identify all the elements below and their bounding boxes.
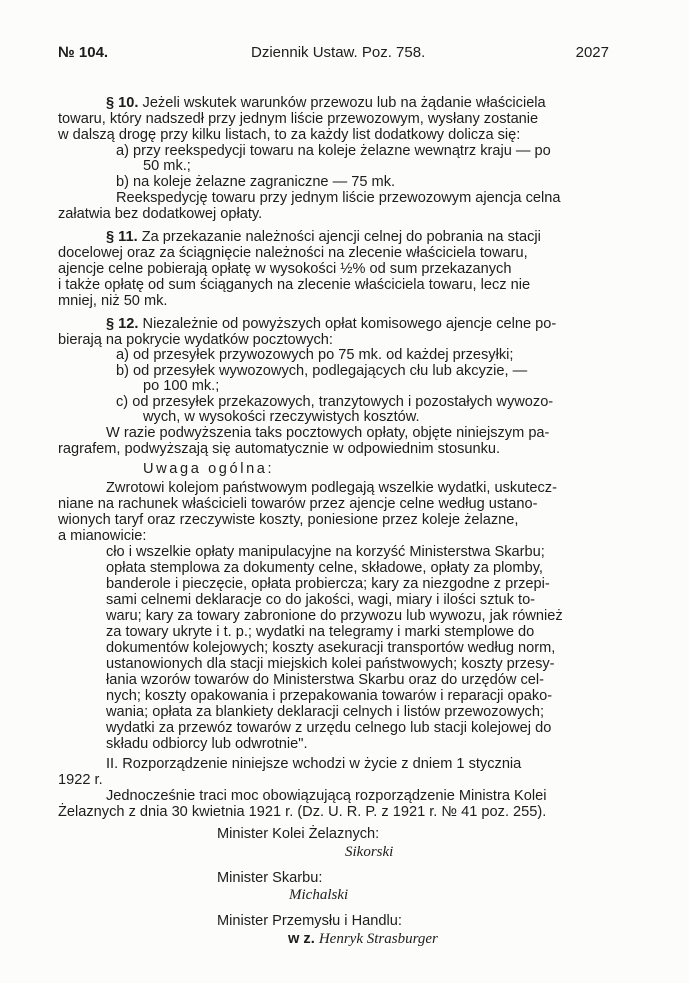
s12-line: ragrafem, podwyższają się automatycznie w odpowiednim stosunku. — [58, 441, 501, 457]
s10-line: Reekspedycję towaru przy jednym liście przewozowym ajencja celna — [116, 190, 561, 206]
s10-line — [106, 95, 546, 111]
s12-item-c: c) od przesyłek przekazowych, tranzytowych i pozostałych wywozo- — [116, 394, 554, 410]
note-line: opłata stemplowa za dokumenty celne, składowe, opłaty za plomby, — [106, 560, 543, 576]
part2-line: 1922 r. — [58, 772, 103, 788]
minister-treasury-title: Minister Skarbu: — [217, 870, 323, 886]
note-line: składu odbiorcy lub odwrotnie". — [106, 736, 308, 752]
part2-line: Jednocześnie traci moc obowiązującą rozporządzenie Ministra Kolei — [106, 788, 547, 804]
journal-title: Dziennik Ustaw. Poz. 758. — [251, 44, 426, 61]
minister-railways-name: Sikorski — [345, 844, 394, 860]
note-line: waru; kary za towary zabronione do przywozu lub wywozu, jak również — [106, 608, 563, 624]
s10-item-b: b) na koleje żelazne zagraniczne — 75 mk. — [116, 174, 396, 190]
s10-line: w dalszą drogę przy kilku listach, to za każdy list dodatkowy dolicza się: — [58, 127, 521, 143]
note-line: wania; opłata za blankiety deklaracji celnych i listów przewozowych; — [106, 704, 545, 720]
s12-line: bierają na pokrycie wydatków pocztowych: — [58, 332, 333, 348]
part2-line: II. Rozporządzenie niniejsze wchodzi w życie z dniem 1 stycznia — [106, 756, 522, 772]
s10-item-a-cont: 50 mk.; — [143, 158, 191, 174]
note-line: banderole i pieczęcie, opłata probiercza; kary za niezgodne z przepi- — [106, 576, 550, 592]
minister-railways-title: Minister Kolei Żelaznych: — [217, 826, 380, 842]
s11-text: Za przekazanie należności ajencji celnej do pobrania na stacji — [137, 229, 541, 245]
s10-item-a: a) przy reekspedycji towaru na koleje żelazne wewnątrz kraju — po — [116, 143, 551, 159]
note-line: wionych taryf oraz rzeczywiste koszty, poniesione przez koleje żelazne, — [58, 512, 519, 528]
s12-number: § 12. — [106, 316, 139, 332]
note-line: dokumentów kolejowych; koszty asekuracji transportów według norm, — [106, 640, 556, 656]
note-line: niane na rachunek właścicieli towarów przez ajencje celne według ustano- — [58, 496, 538, 512]
deputy-prefix: w z. — [288, 931, 315, 947]
note-line: ustanowionych dla stacji miejskich kolei państwowych; koszty przesy- — [106, 656, 555, 672]
note-line: cło i wszelkie opłaty manipulacyjne na korzyść Ministerstwa Skarbu; — [106, 544, 545, 560]
s11-line: docelowej oraz za ściągnięcie należności na zlecenie właściciela towaru, — [58, 245, 528, 261]
s12-item-a: a) od przesyłek przywozowych po 75 mk. od każdej przesyłki; — [116, 347, 514, 363]
s11-number: § 11. — [106, 229, 138, 245]
issue-number: № 104. — [58, 44, 109, 61]
note-line: Zwrotowi kolejom państwowym podlegają wszelkie wydatki, uskutecz- — [106, 480, 557, 496]
note-line: wydatki za przewóz towarów z urzędu celnego lub stacji kolejowej do — [106, 720, 552, 736]
s12-text: Niezależnie od powyższych opłat komisowego ajencje celne po- — [138, 316, 557, 332]
s12-line: W razie podwyższenia taks pocztowych opłaty, objęte niniejszym pa- — [106, 425, 550, 441]
s12-item-b: b) od przesyłek wywozowych, podlegających cłu lub akcyzie, — — [116, 363, 528, 379]
note-line: a mianowicie: — [58, 528, 147, 544]
note-title: Uwaga ogólna: — [143, 461, 275, 477]
s10-line: załatwia bez dodatkowej opłaty. — [58, 206, 263, 222]
page-number: 2027 — [575, 44, 609, 61]
minister-industry-title: Minister Przemysłu i Handlu: — [217, 913, 402, 929]
s11-line: i także opłatę od sum ściąganych na zlecenie właściciela towaru, lecz nie — [58, 277, 531, 293]
s12-line — [106, 316, 556, 332]
s12-item-b-cont: po 100 mk.; — [143, 378, 220, 394]
s10-line: towaru, który nadszedł przy jednym liście przewozowym, wysłany zostanie — [58, 111, 539, 127]
note-line: za towary ukryte i t. p.; wydatki na telegramy i marki stemplowe do — [106, 624, 535, 640]
s12-item-c-cont: wych, w wysokości rzeczywistych kosztów. — [143, 409, 420, 425]
minister-industry-signature — [288, 931, 438, 947]
note-line: nych; koszty opakowania i przepakowania towarów i reparacji opako- — [106, 688, 553, 704]
s11-line: ajencje celne pobierają opłatę w wysokości ½% od sum przekazanych — [58, 261, 512, 277]
note-line: łania wzorów towarów do Ministerstwa Skarbu oraz do urzędów cel- — [106, 672, 544, 688]
note-line: sami celnemi deklaracje co do jakości, wagi, miary i ilości sztuk to- — [106, 592, 536, 608]
s10-text: Jeżeli wskutek warunków przewozu lub na żądanie właściciela — [138, 95, 546, 111]
minister-industry-name: Henryk Strasburger — [318, 931, 438, 947]
s10-number: § 10. — [106, 95, 139, 111]
minister-treasury-name: Michalski — [289, 887, 349, 903]
s11-line: mniej, niż 50 mk. — [58, 293, 168, 309]
s11-line — [106, 229, 541, 245]
part2-line: Żelaznych z dnia 30 kwietnia 1921 r. (Dz. U. R. P. z 1921 r. № 41 poz. 255). — [58, 804, 547, 820]
page-header — [0, 44, 689, 64]
